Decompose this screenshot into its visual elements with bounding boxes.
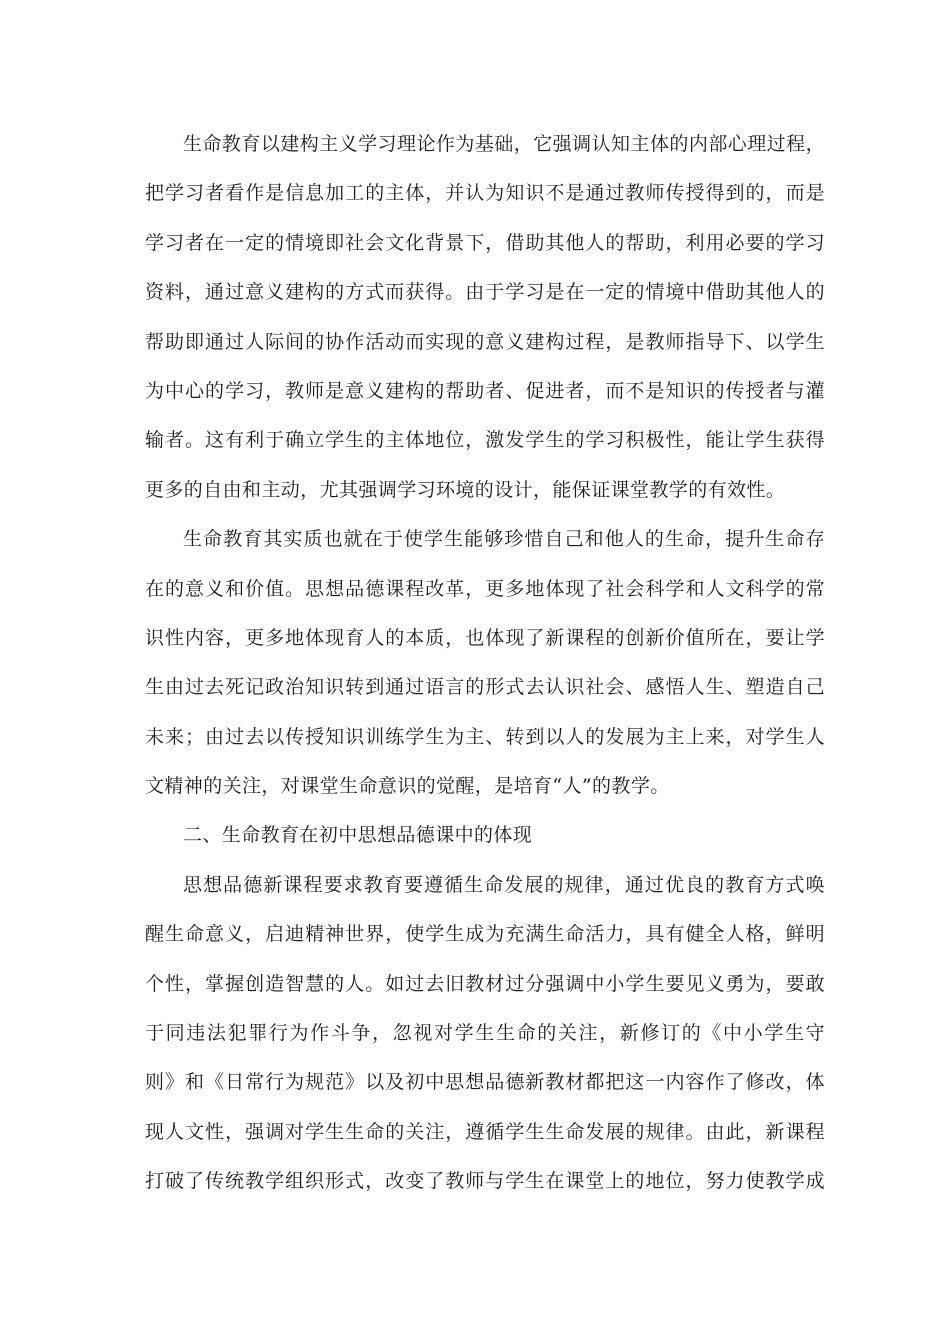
body-text <box>145 120 825 1207</box>
paragraph-line: 未来；由过去以传授知识训练学生为主、转到以人的发展为主上来，对学生人 <box>145 725 825 748</box>
paragraph-line: 资料，通过意义建构的方式而获得。由于学习是在一定的情境中借助其他人的 <box>145 281 825 304</box>
paragraph-line: 现人文性，强调对学生生命的关注，遵循学生生命发展的规律。由此，新课程 <box>145 1120 825 1143</box>
paragraph-line: 为中心的学习，教师是意义建构的帮助者、促进者，而不是知识的传授者与灌 <box>145 379 825 402</box>
paragraph-line: 生由过去死记政治知识转到通过语言的形式去认识社会、感悟人生、塑造自己 <box>145 676 825 699</box>
paragraph-line: 打破了传统教学组织形式，改变了教师与学生在课堂上的地位，努力使教学成 <box>145 1170 825 1193</box>
paragraph-line: 更多的自由和主动，尤其强调学习环境的设计，能保证课堂教学的有效性。 <box>145 478 786 501</box>
paragraph-line: 把学习者看作是信息加工的主体，并认为知识不是通过教师传授得到的，而是 <box>145 182 825 205</box>
paragraph-line: 文精神的关注，对课堂生命意识的觉醒，是培育“人”的教学。 <box>145 775 670 798</box>
paragraph-line: 输者。这有利于确立学生的主体地位，激发学生的学习积极性，能让学生获得 <box>145 429 825 452</box>
paragraph-line: 于同违法犯罪行为作斗争，忽视对学生生命的关注，新修订的《中小学生守 <box>145 1022 825 1045</box>
paragraph-line: 学习者在一定的情境即社会文化背景下，借助其他人的帮助，利用必要的学习 <box>145 231 825 254</box>
paragraph-line: 帮助即通过人际间的协作活动而实现的意义建构过程，是教师指导下、以学生 <box>145 330 825 353</box>
paragraph-line: 个性，掌握创造智慧的人。如过去旧教材过分强调中小学生要见义勇为，要敢 <box>145 972 825 995</box>
paragraph-line: 在的意义和价值。思想品德课程改革，更多地体现了社会科学和人文科学的常 <box>145 577 825 600</box>
paragraph-line: 醒生命意义，启迪精神世界，使学生成为充满生命活力，具有健全人格，鲜明 <box>145 923 825 946</box>
paragraph-line: 生命教育其实质也就在于使学生能够珍惜自己和他人的生命，提升生命存 <box>183 528 825 551</box>
paragraph-line: 识性内容，更多地体现育人的本质，也体现了新课程的创新价值所在，要让学 <box>145 626 825 649</box>
paragraph-line: 则》和《日常行为规范》以及初中思想品德新教材都把这一内容作了修改，体 <box>145 1071 825 1094</box>
paragraph-line: 思想品德新课程要求教育要遵循生命发展的规律，通过优良的教育方式唤 <box>183 873 825 896</box>
paragraph-line: 生命教育以建构主义学习理论作为基础，它强调认知主体的内部心理过程， <box>183 133 825 155</box>
section-heading: 二、生命教育在初中思想品德课中的体现 <box>183 824 533 847</box>
